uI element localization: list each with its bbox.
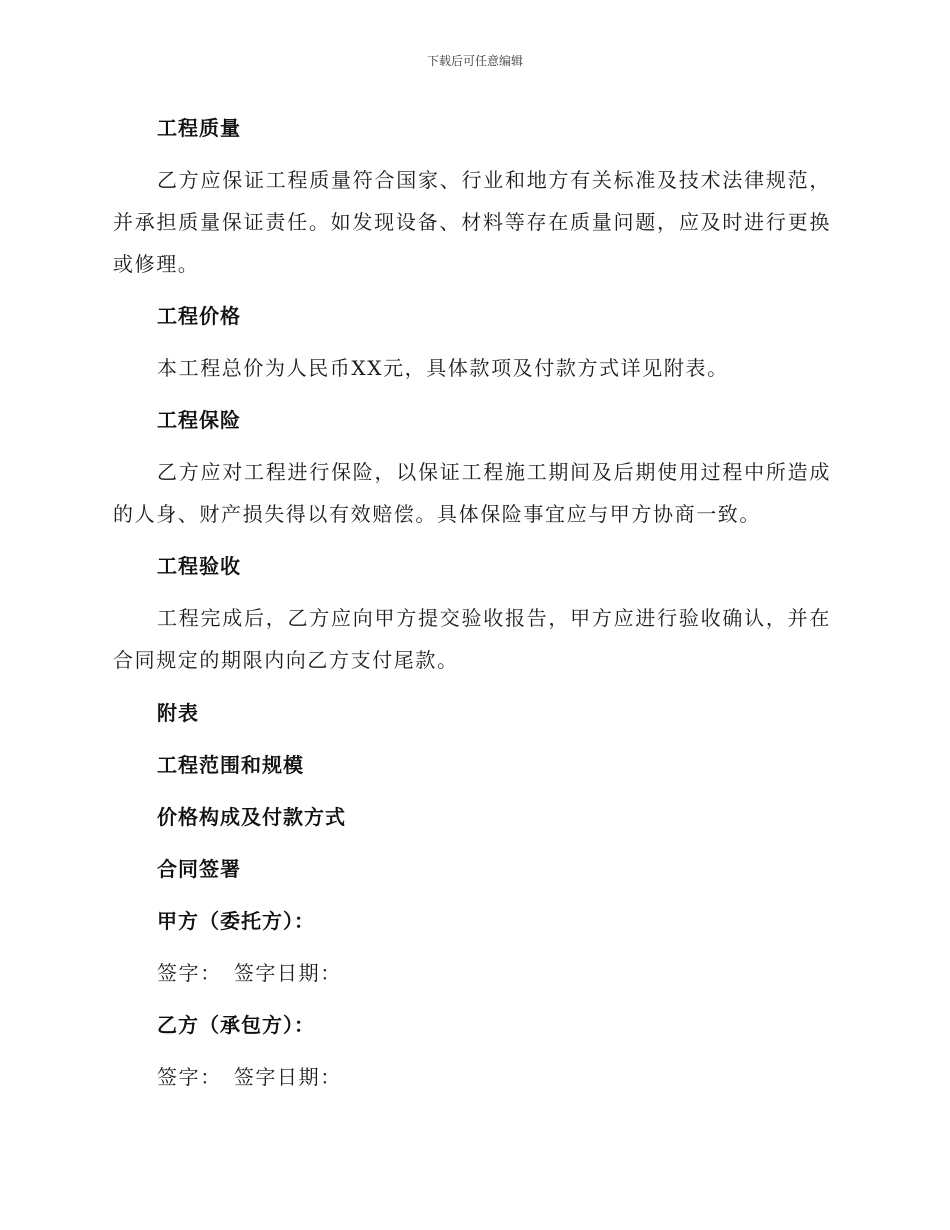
- section-heading-price: 工程价格: [157, 304, 241, 328]
- party-b-label: 乙方（承包方）：: [157, 1013, 315, 1037]
- party-b-sign-label: 签字：: [157, 1065, 222, 1089]
- party-b-signature-line: [113, 1057, 831, 1097]
- party-a-date-label: 签字日期：: [233, 961, 342, 985]
- party-a-signature-line: [113, 953, 831, 993]
- section-body-price: 本工程总价为人民币XX元，具体款项及付款方式详见附表。: [157, 356, 729, 380]
- party-a-sign-label: 签字：: [157, 961, 222, 985]
- document-body: [113, 108, 831, 1097]
- section-body-acceptance: 工程完成后，乙方应向甲方提交验收报告，甲方应进行验收确认，并在合同规定的期限内向乙方支付尾款。: [113, 606, 831, 672]
- section-heading-quality: 工程质量: [157, 116, 241, 140]
- party-b-date-label: 签字日期：: [233, 1065, 342, 1089]
- appendix-item-pricing: 价格构成及付款方式: [157, 805, 346, 829]
- section-body-quality: 乙方应保证工程质量符合国家、行业和地方有关标准及技术法律规范，并承担质量保证责任。如发现设备、材料等存在质量问题，应及时进行更换或修理。: [113, 168, 831, 276]
- page-header-note: 下载后可任意编辑: [426, 54, 523, 68]
- section-heading-insurance: 工程保险: [157, 408, 241, 432]
- section-heading-acceptance: 工程验收: [157, 554, 241, 578]
- signing-heading: 合同签署: [157, 857, 241, 881]
- section-body-insurance: 乙方应对工程进行保险，以保证工程施工期间及后期使用过程中所造成的人身、财产损失得以有效赔偿。具体保险事宜应与甲方协商一致。: [113, 460, 831, 526]
- appendix-item-scope: 工程范围和规模: [157, 753, 304, 777]
- party-a-label: 甲方（委托方）：: [157, 909, 315, 933]
- appendix-heading: 附表: [157, 701, 199, 725]
